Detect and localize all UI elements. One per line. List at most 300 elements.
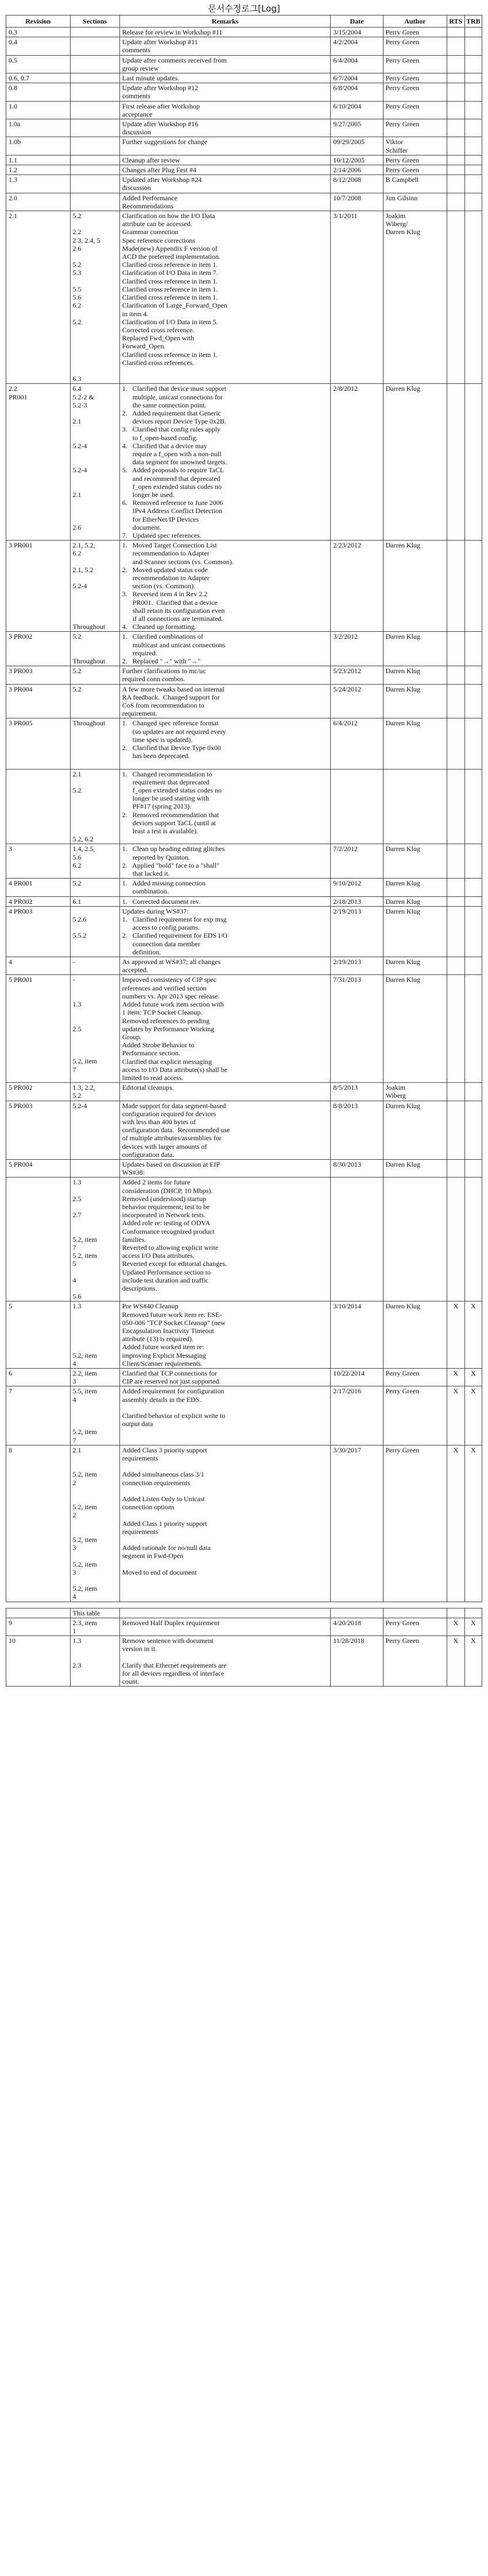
sec-line	[73, 1284, 117, 1292]
sec-line: 5.2, item	[72, 1428, 97, 1436]
sec-line: 5.2, item	[72, 1057, 97, 1066]
sec-line: 2.3, 2.4, 5	[72, 236, 100, 244]
remarks-cell	[119, 55, 331, 73]
rem-line: Forward_Open.	[122, 342, 166, 351]
table-row	[6, 384, 482, 541]
rem-line: Group.	[122, 1032, 142, 1041]
revision-value: 2.1	[9, 212, 17, 220]
rem-line: for EtherNet/IP Devices	[122, 515, 199, 523]
revision-value: 0.6, 0.7	[9, 74, 29, 83]
rem-line: Corrected cross reference.	[122, 325, 195, 334]
auth-line: Darren Klug	[385, 845, 420, 853]
rts-cell	[447, 1159, 464, 1177]
rem-line: combination.	[122, 887, 169, 896]
sec-line: 5.2.6	[72, 915, 87, 924]
author-cell	[383, 1445, 447, 1602]
date-value: 7/2/2012	[333, 845, 358, 853]
date-value: 10/12/2005	[333, 156, 365, 164]
rem-line: Added Performance	[122, 193, 178, 202]
sec-line: 2.2	[72, 228, 82, 236]
trb-cell	[464, 83, 482, 101]
rem-line: Update after comments received from	[122, 56, 227, 64]
trb-cell	[464, 1083, 482, 1101]
sec-line: 2.3	[72, 1661, 82, 1669]
date-cell	[331, 1386, 383, 1445]
revision-cell	[6, 1369, 71, 1386]
trb-cell	[464, 541, 482, 632]
sec-line: This table	[72, 1608, 100, 1617]
rem-line: Update after Workshop #12	[122, 84, 199, 92]
sec-line: 2.2, item	[72, 1369, 97, 1378]
sec-line	[73, 599, 117, 607]
rem-line: numbers vs. Apr 2013 spec release.	[122, 992, 220, 1000]
author-cell	[383, 1618, 447, 1635]
rts-cell: X	[447, 1618, 464, 1635]
sections-cell	[70, 1369, 119, 1386]
author-cell	[383, 1301, 447, 1369]
sec-line: 2.7	[72, 1211, 82, 1219]
sec-line: 1	[72, 1626, 76, 1635]
rem-line: required.	[122, 648, 157, 657]
rem-line	[122, 1536, 328, 1544]
rem-line: Encapsulation Inactivity Timeout	[122, 1327, 214, 1335]
trb-cell	[464, 37, 482, 55]
rem-line: Updates during WS#37:	[122, 907, 189, 915]
sec-line: 2.6	[72, 523, 82, 531]
trb-cell: X	[464, 1369, 482, 1386]
sec-line	[73, 1412, 117, 1420]
revision-value: 3	[9, 845, 12, 853]
auth-line: Jim Gilsinn	[385, 193, 418, 202]
sec-line: 2.6	[72, 244, 82, 252]
table-row	[6, 541, 482, 632]
sec-line	[73, 1311, 117, 1319]
date-cell	[331, 37, 383, 55]
revision-cell	[6, 28, 71, 37]
revision-value: 10	[9, 1637, 16, 1645]
rem-line: attribute can be accessed.	[122, 220, 192, 228]
sec-line: 5.3	[72, 269, 82, 277]
sec-line: 5.2, item	[72, 1584, 97, 1593]
rem-line	[122, 1462, 328, 1470]
sections-cell	[70, 879, 119, 896]
rem-line: reported by Quinton.	[122, 853, 191, 861]
sec-line	[73, 1219, 117, 1227]
author-cell	[383, 684, 447, 718]
date-value	[333, 1609, 380, 1617]
date-cell	[331, 632, 383, 666]
table-row	[6, 896, 482, 906]
rem-line: 2. Added requirement that Generic	[122, 409, 222, 417]
remarks-cell	[119, 957, 331, 975]
date-cell	[331, 1101, 383, 1159]
revision-value: 0.5	[9, 56, 17, 64]
revision-value: 5 PR004	[9, 1160, 33, 1168]
rem-line: Client/Scanner requirements.	[122, 1359, 203, 1367]
author-cell	[383, 193, 447, 211]
rts-cell	[447, 193, 464, 211]
author-cell	[383, 844, 447, 879]
column-header-author: Author	[383, 15, 447, 28]
sec-line	[73, 1653, 117, 1661]
column-header-remarks: Remarks	[119, 15, 331, 28]
sec-line	[73, 1016, 117, 1024]
table-row	[6, 165, 482, 175]
sec-line: 1.3, 2.2,	[72, 1083, 95, 1092]
rts-cell	[447, 769, 464, 844]
auth-line: Darren Klug	[385, 907, 420, 915]
revision-cell	[6, 1636, 71, 1687]
remarks-cell	[119, 906, 331, 957]
trb-cell	[464, 769, 482, 844]
trb-cell	[464, 684, 482, 718]
rem-line: f_open extended status codes no	[122, 786, 222, 795]
date-cell	[331, 1445, 383, 1602]
sec-line: -	[72, 976, 75, 984]
table-row	[6, 137, 482, 155]
rem-line: requirements	[122, 1527, 158, 1536]
rem-line: Clarify that Ethernet requirements are	[122, 1661, 227, 1669]
rem-line: Changes after Plug Fest #4	[122, 166, 197, 174]
sec-line: 5.2, item	[72, 1252, 97, 1260]
rem-line: Grammar correction	[122, 228, 179, 236]
date-value: 10/7/2008	[333, 193, 361, 202]
rts-cell: X	[447, 1369, 464, 1386]
sec-line	[73, 350, 117, 358]
sec-line	[73, 590, 117, 598]
rem-line: Clarified that explicit messaging	[122, 1057, 212, 1066]
rem-line: Clarified cross references.	[122, 358, 195, 367]
revision-cell	[6, 769, 71, 844]
remarks-cell	[119, 718, 331, 769]
table-row	[6, 175, 482, 193]
rem-line: required conn combos.	[122, 675, 185, 683]
rem-line: Added future work item section with	[122, 1000, 224, 1009]
revision-value: 3 PR001	[9, 541, 33, 550]
remarks-cell	[119, 632, 331, 666]
trb-cell	[464, 666, 482, 684]
rem-line: IPv4 Address Conflict Detection	[122, 507, 223, 515]
revision-value: 1.1	[9, 156, 17, 164]
sec-line	[73, 1033, 117, 1041]
sec-line: 6.2	[72, 549, 82, 558]
sec-line	[73, 483, 117, 491]
rts-cell	[447, 896, 464, 906]
revision-cell	[6, 632, 71, 666]
date-cell	[331, 73, 383, 83]
table-row	[6, 1159, 482, 1177]
date-cell	[331, 718, 383, 769]
trb-cell	[464, 384, 482, 541]
rts-cell	[447, 879, 464, 896]
revision-log-table	[6, 15, 482, 1687]
table-row	[6, 1178, 482, 1301]
sec-line	[73, 433, 117, 441]
author-cell	[383, 666, 447, 684]
rem-line: longer be used.	[122, 490, 175, 499]
rem-line: Added future worked item re:	[122, 1343, 204, 1351]
table-row	[6, 83, 482, 101]
rem-line: configuration data. Recommended use	[122, 1126, 230, 1134]
auth-line: Darren Klug	[385, 1302, 420, 1311]
remarks-cell	[119, 119, 331, 137]
rem-line: First release after Workshop	[122, 102, 200, 110]
remarks-cell	[119, 896, 331, 906]
rem-line: requirements	[122, 1454, 158, 1462]
revision-value: 2.2 PR001	[9, 384, 28, 401]
remarks-cell	[119, 175, 331, 193]
rem-line: descriptions.	[122, 1284, 157, 1292]
sec-line: 2.5	[72, 1194, 82, 1203]
sec-line: 6.2	[72, 301, 82, 310]
date-cell	[331, 175, 383, 193]
author-cell	[383, 1636, 447, 1687]
sections-cell	[70, 1159, 119, 1177]
sec-line: 2.1, 5.2	[72, 565, 94, 574]
sec-line: 5.2, item	[72, 1470, 97, 1479]
rem-line: include test duration and traffic	[122, 1276, 209, 1284]
remarks-cell	[119, 211, 331, 384]
rem-line: Last minute updates.	[122, 74, 180, 83]
remarks-cell	[119, 1386, 331, 1445]
rem-line: 2. Clarified that Device Type 0x00	[122, 744, 221, 752]
date-cell	[331, 896, 383, 906]
author-cell	[383, 906, 447, 957]
rem-line: Clarified that TCP connections for	[122, 1369, 218, 1378]
author-cell	[383, 879, 447, 896]
trb-cell	[464, 957, 482, 975]
rem-line: 1. Changed recommendation to	[122, 770, 212, 778]
rts-cell	[447, 28, 464, 37]
revision-cell	[6, 975, 71, 1083]
table-row	[6, 879, 482, 896]
author-cell	[383, 83, 447, 101]
table-row	[6, 1301, 482, 1369]
auth-line: Wiberg	[385, 1091, 406, 1100]
sec-line	[73, 1187, 117, 1195]
date-value: 4/20/2018	[333, 1618, 361, 1627]
date-cell	[331, 541, 383, 632]
rem-line: 2. Applied "bold" face to a "shall"	[122, 861, 219, 869]
remarks-cell	[119, 1301, 331, 1369]
trb-cell	[464, 119, 482, 137]
revision-value: 6	[9, 1369, 12, 1378]
table-row	[6, 73, 482, 83]
revision-cell	[6, 1608, 71, 1618]
sec-line	[73, 1520, 117, 1528]
rem-line: 1. Clean up heading editing glitches	[122, 845, 225, 853]
table-row	[6, 119, 482, 137]
sec-line	[73, 615, 117, 623]
sec-line	[73, 984, 117, 992]
rem-line: definition.	[122, 947, 161, 956]
remarks-cell	[119, 844, 331, 879]
rts-cell	[447, 906, 464, 957]
trb-cell: X	[464, 1618, 482, 1635]
rem-line: Reverted except for editorial changes.	[122, 1260, 227, 1268]
date-cell	[331, 957, 383, 975]
date-value: 8/12/2008	[333, 176, 361, 184]
rem-line: 7. Updated spec references.	[122, 531, 202, 539]
rem-line: 1. Clarified that device must support	[122, 384, 227, 393]
sec-line	[73, 277, 117, 285]
rem-line: Clarification on how the I/O Data	[122, 212, 215, 220]
rem-line: requirement that deprecated	[122, 778, 210, 786]
sections-cell	[70, 119, 119, 137]
sec-line	[73, 367, 117, 375]
rem-line	[122, 1404, 328, 1412]
rem-line: Editorial cleanups.	[122, 1083, 174, 1092]
rem-line: 4. Clarified that a device may	[122, 441, 207, 450]
rem-line: Clarified cross reference in item 1.	[122, 350, 218, 359]
rem-line: require a f_open with a non-null	[122, 449, 222, 458]
trb-cell	[464, 28, 482, 37]
rem-line: Reverted to allowing explicit write	[122, 1243, 219, 1252]
rem-line: version in it.	[122, 1645, 157, 1653]
remarks-cell	[119, 37, 331, 55]
auth-line: Perry Green	[385, 1637, 419, 1645]
rem-line: Improved consistency of CIP spec	[122, 976, 216, 984]
rem-line: Removed references to pending	[122, 1016, 210, 1025]
revision-cell	[6, 101, 71, 119]
sec-line: 7	[72, 1436, 76, 1444]
sec-line: 5.2	[72, 786, 82, 795]
rts-cell	[447, 211, 464, 384]
trb-cell	[464, 975, 482, 1083]
rem-line: Added Class 1 priority support	[122, 1519, 207, 1528]
rts-cell: X	[447, 1301, 464, 1369]
sections-cell	[70, 73, 119, 83]
trb-cell	[464, 55, 482, 73]
sec-line	[73, 558, 117, 566]
rem-line: Clarification of I/O Data in item 5.	[122, 317, 218, 326]
auth-line: Darren Klug	[385, 1101, 420, 1110]
auth-line: Schiffer	[385, 146, 408, 154]
auth-line: Perry Green	[385, 1618, 419, 1627]
revision-value	[9, 770, 68, 778]
sections-cell	[70, 1386, 119, 1445]
sec-line: 5.2	[72, 212, 82, 220]
table-row	[6, 55, 482, 73]
revision-cell	[6, 718, 71, 769]
rem-line: 5. Added proposals to require TaCL	[122, 466, 224, 475]
date-value: 3/1/2011	[333, 212, 358, 220]
sec-line	[73, 574, 117, 582]
sec-line: 5.2	[72, 317, 82, 326]
date-value: 6/10/2004	[333, 102, 361, 110]
sec-line	[73, 326, 117, 334]
rem-line: WS#38:	[122, 1168, 145, 1177]
rem-line: 3. Clarified that config rules apply	[122, 425, 221, 434]
revision-cell	[6, 384, 71, 541]
revision-value: 0.8	[9, 84, 17, 92]
rem-line: references and verified section	[122, 984, 207, 992]
sec-line: Throughout	[72, 719, 106, 728]
rem-line: output data	[122, 1420, 153, 1428]
remarks-cell	[119, 1445, 331, 1602]
sec-line: 5.2	[72, 667, 82, 675]
date-cell	[331, 28, 383, 37]
rem-line: access I/O Data attributes.	[122, 1252, 195, 1260]
remarks-cell	[119, 1159, 331, 1177]
date-value: 11/28/2018	[333, 1637, 365, 1645]
author-cell	[383, 384, 447, 541]
rem-line: Further suggestions for change	[122, 138, 208, 146]
sec-line: 5.5, item	[72, 1387, 97, 1396]
rem-line: Removed future work item re: ESE-	[122, 1310, 222, 1319]
rem-line: Removed (understood) startup	[122, 1194, 206, 1203]
sec-line	[73, 1335, 117, 1343]
rem-line: connection requirements	[122, 1478, 191, 1487]
rem-line: longer be used starting with	[122, 794, 210, 803]
auth-line: Wiberg/	[385, 220, 408, 228]
table-row	[6, 1608, 482, 1618]
rem-line	[122, 1487, 328, 1495]
rem-line	[122, 1560, 328, 1568]
sec-line	[73, 220, 117, 228]
rts-cell: X	[447, 1445, 464, 1602]
auth-line: Joakim	[385, 212, 406, 220]
revision-cell	[6, 1083, 71, 1101]
sections-cell	[70, 55, 119, 73]
table-row	[6, 769, 482, 844]
rem-line: least a test is available).	[122, 827, 199, 836]
revision-value: 4 PR001	[9, 879, 33, 888]
rem-line: (so updates are not required every	[122, 727, 226, 736]
sec-line: 5.2, item	[72, 1535, 97, 1544]
sec-line: 2.1	[72, 1446, 82, 1454]
remarks-cell	[119, 193, 331, 211]
rem-line: group review	[122, 64, 159, 72]
rts-cell	[447, 73, 464, 83]
rts-cell: X	[447, 1636, 464, 1687]
sec-line: 1.3	[72, 1178, 82, 1187]
sec-line	[73, 1487, 117, 1495]
rem-line: and Scanner sections (vs. Common).	[122, 557, 234, 566]
auth-line: Darren Klug	[385, 685, 420, 693]
sec-line	[73, 252, 117, 261]
rem-line: behavior requirement; test to be	[122, 1202, 210, 1211]
sec-line: 5.2, item	[72, 1503, 97, 1512]
rem-line: Replaced Fwd_Open with	[122, 334, 195, 343]
revision-cell	[6, 55, 71, 73]
date-cell	[331, 684, 383, 718]
remarks-cell	[119, 155, 331, 165]
trb-cell: X	[464, 1386, 482, 1445]
table-row	[6, 211, 482, 384]
sec-line: 4	[72, 1359, 76, 1367]
date-value: 9/27/2005	[333, 120, 361, 129]
table-row	[6, 844, 482, 879]
sec-line	[73, 458, 117, 466]
trb-cell	[464, 165, 482, 175]
remarks-cell	[119, 384, 331, 541]
rem-line: 2. Replaced "→" with "→"	[122, 657, 201, 665]
sec-line: -	[72, 958, 75, 966]
date-value: 2/19/2013	[333, 907, 361, 915]
date-value	[333, 770, 380, 778]
trb-cell	[464, 193, 482, 211]
rem-line: consideration (DHCP, 10 Mbps).	[122, 1186, 213, 1195]
sec-line	[73, 827, 117, 835]
trb-cell	[464, 1101, 482, 1159]
trb-cell	[464, 906, 482, 957]
remarks-cell	[119, 684, 331, 718]
auth-line: Perry Green	[385, 166, 419, 174]
date-cell	[331, 1608, 383, 1618]
sec-line	[73, 450, 117, 458]
sec-line	[73, 1528, 117, 1536]
